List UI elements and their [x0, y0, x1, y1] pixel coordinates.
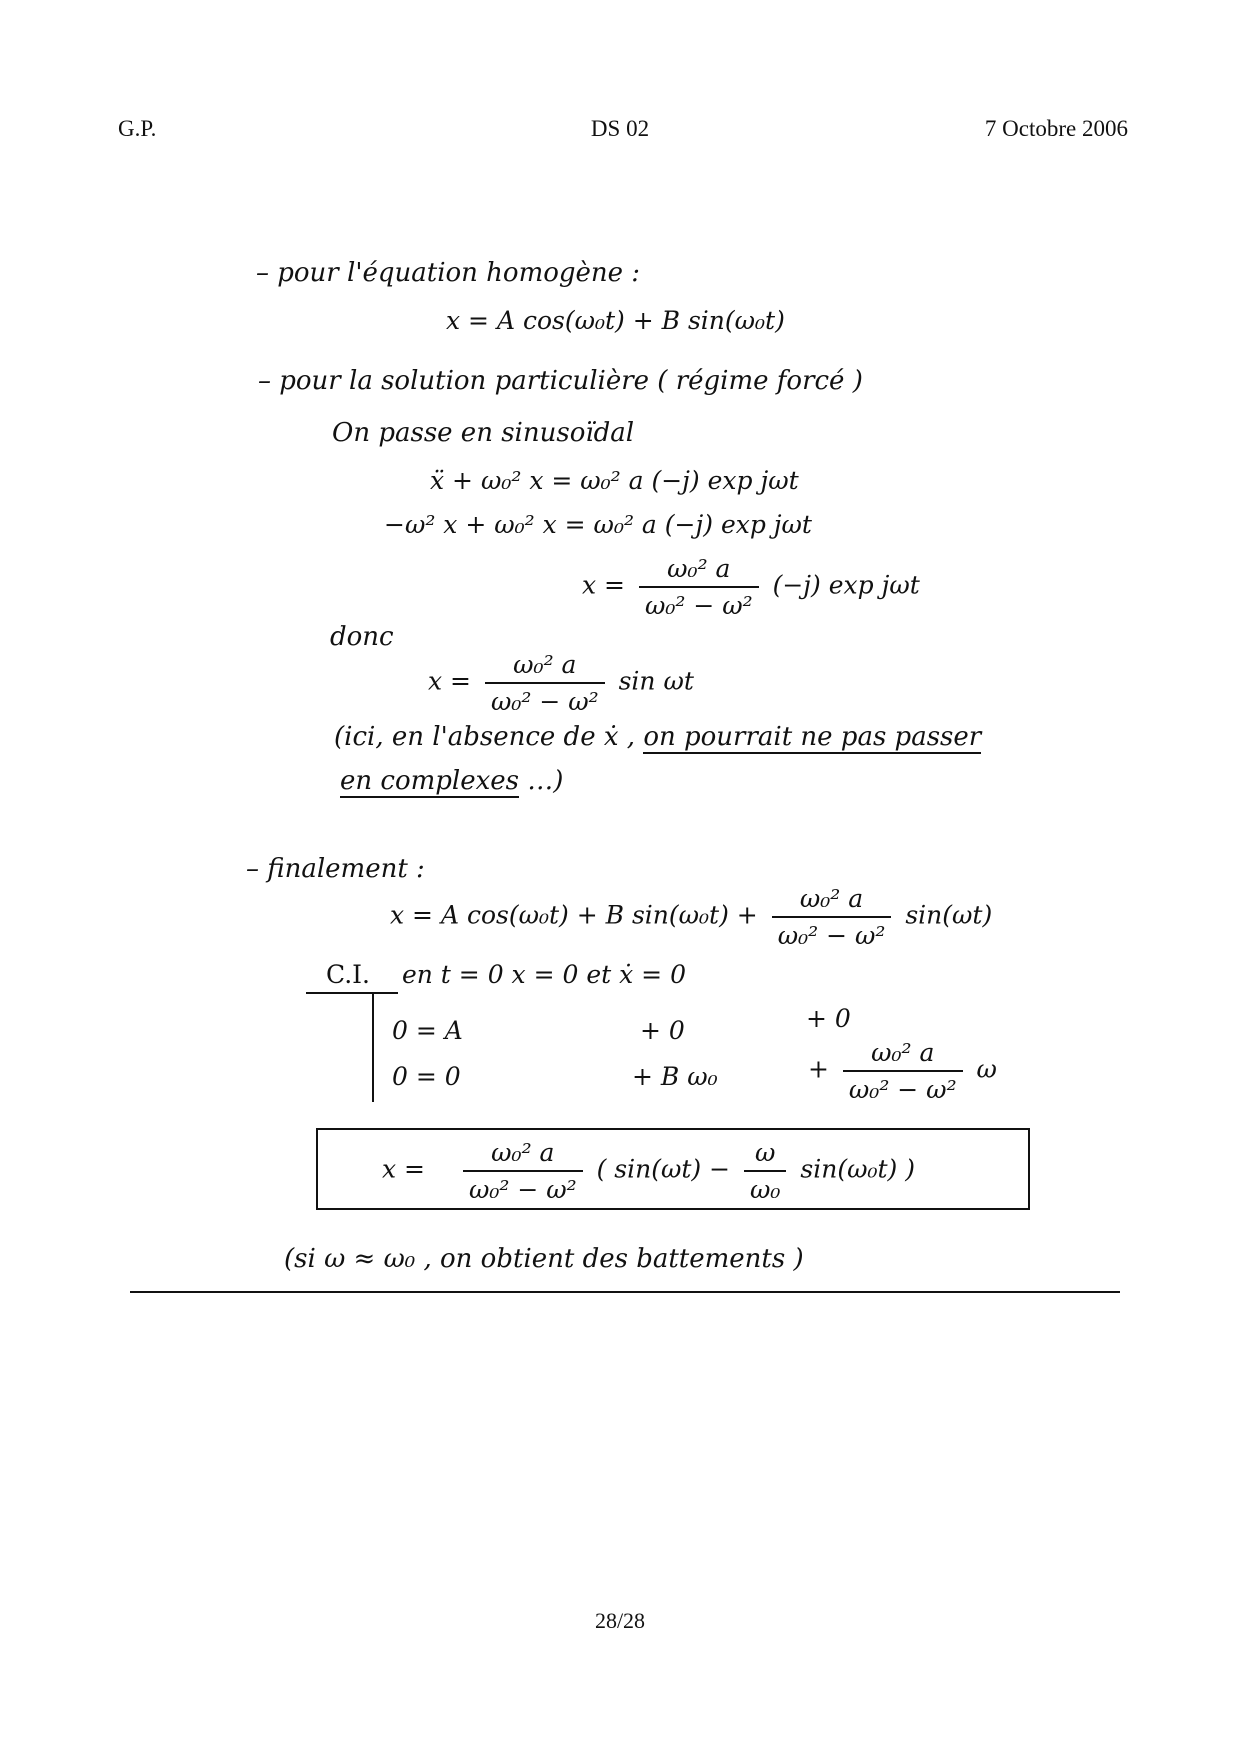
text-particular-heading: – pour la solution particulière ( régime forcé ): [258, 366, 863, 396]
final-denominator: ω₀² − ω²: [463, 1170, 583, 1204]
sys2-omega: ω: [976, 1054, 997, 1084]
eq4-fraction: [639, 554, 759, 620]
note-beats: (si ω ≈ ω₀ , on obtient des battements ): [284, 1244, 804, 1274]
equation-real-solution: [428, 650, 694, 716]
text-finalement: – finalement :: [246, 854, 425, 884]
sys2-denominator: ω₀² − ω²: [843, 1070, 963, 1104]
note-absence: [334, 722, 981, 752]
final-lhs: x =: [382, 1154, 425, 1184]
header-author: G.P.: [118, 116, 157, 141]
ci-text: en t = 0 x = 0 et ẋ = 0: [401, 960, 686, 989]
note1-part-a: (ici, en l'absence de ẋ ,: [334, 722, 636, 752]
final-small-denominator: ω₀: [744, 1170, 786, 1204]
system-eq-1-term-b: + 0: [640, 1016, 685, 1045]
eq6-lhs: x = A cos(ω₀t) + B sin(ω₀t) +: [390, 900, 758, 930]
header-date: 7 Octobre 2006: [984, 116, 1128, 141]
text-homogeneous-heading: – pour l'équation homogène :: [256, 258, 641, 288]
eq4-rhs: (−j) exp jωt: [772, 570, 920, 600]
note1-part-c: en complexes: [340, 766, 520, 796]
note1-part-d: …): [527, 766, 564, 796]
page-number: 28/28: [594, 1608, 646, 1633]
equation-complex-solution: [582, 554, 920, 620]
eq6-denominator: ω₀² − ω²: [772, 916, 892, 950]
system-eq-2: 0 = 0: [392, 1062, 461, 1091]
equation-complex-2: −ω² x + ω₀² x = ω₀² a (−j) exp jωt: [384, 510, 812, 539]
system-eq-2-term-b: + B ω₀: [632, 1062, 718, 1091]
eq5-fraction: [485, 650, 605, 716]
equation-homogeneous: x = A cos(ω₀t) + B sin(ω₀t): [446, 306, 785, 335]
final-result-equation: [382, 1138, 915, 1204]
final-small-numerator: ω: [755, 1138, 776, 1167]
eq5-denominator: ω₀² − ω²: [485, 682, 605, 716]
initial-conditions-line: [326, 960, 686, 989]
eq4-denominator: ω₀² − ω²: [639, 586, 759, 620]
final-rhs: sin(ω₀t) ): [800, 1154, 915, 1184]
text-donc: donc: [330, 622, 394, 652]
equation-general-solution: [390, 884, 992, 950]
system-bracket-top: [306, 992, 398, 994]
eq6-fraction: [772, 884, 892, 950]
note-complexes: [340, 766, 563, 796]
final-mid: ( sin(ωt) −: [596, 1154, 731, 1184]
eq5-rhs: sin ωt: [618, 666, 694, 696]
text-sinusoidal: On passe en sinusoïdal: [332, 418, 635, 448]
eq5-lhs: x =: [428, 666, 471, 696]
system-eq-1: 0 = A: [392, 1016, 463, 1045]
final-numerator: ω₀² a: [491, 1138, 555, 1167]
end-separator-line: [130, 1291, 1120, 1293]
system-eq-1-term-c: + 0: [806, 1004, 851, 1033]
system-eq-2-term-c: [808, 1038, 997, 1104]
ci-label: C.I.: [326, 960, 371, 989]
sys2-fraction: [843, 1038, 963, 1104]
final-fraction: [463, 1138, 583, 1204]
note1-part-b: on pourrait ne pas passer: [643, 722, 982, 752]
eq4-lhs: x =: [582, 570, 625, 600]
final-small-fraction: [744, 1138, 786, 1204]
eq4-numerator: ω₀² a: [667, 554, 731, 583]
sys2-numerator: ω₀² a: [871, 1038, 935, 1067]
system-bracket-side: [372, 992, 374, 1102]
eq6-numerator: ω₀² a: [799, 884, 864, 913]
header-title: DS 02: [590, 116, 650, 141]
sys2-plus: +: [808, 1054, 829, 1084]
eq6-rhs: sin(ωt): [905, 900, 993, 930]
eq5-numerator: ω₀² a: [513, 650, 577, 679]
equation-complex-1: ẍ + ω₀² x = ω₀² a (−j) exp jωt: [430, 466, 799, 495]
